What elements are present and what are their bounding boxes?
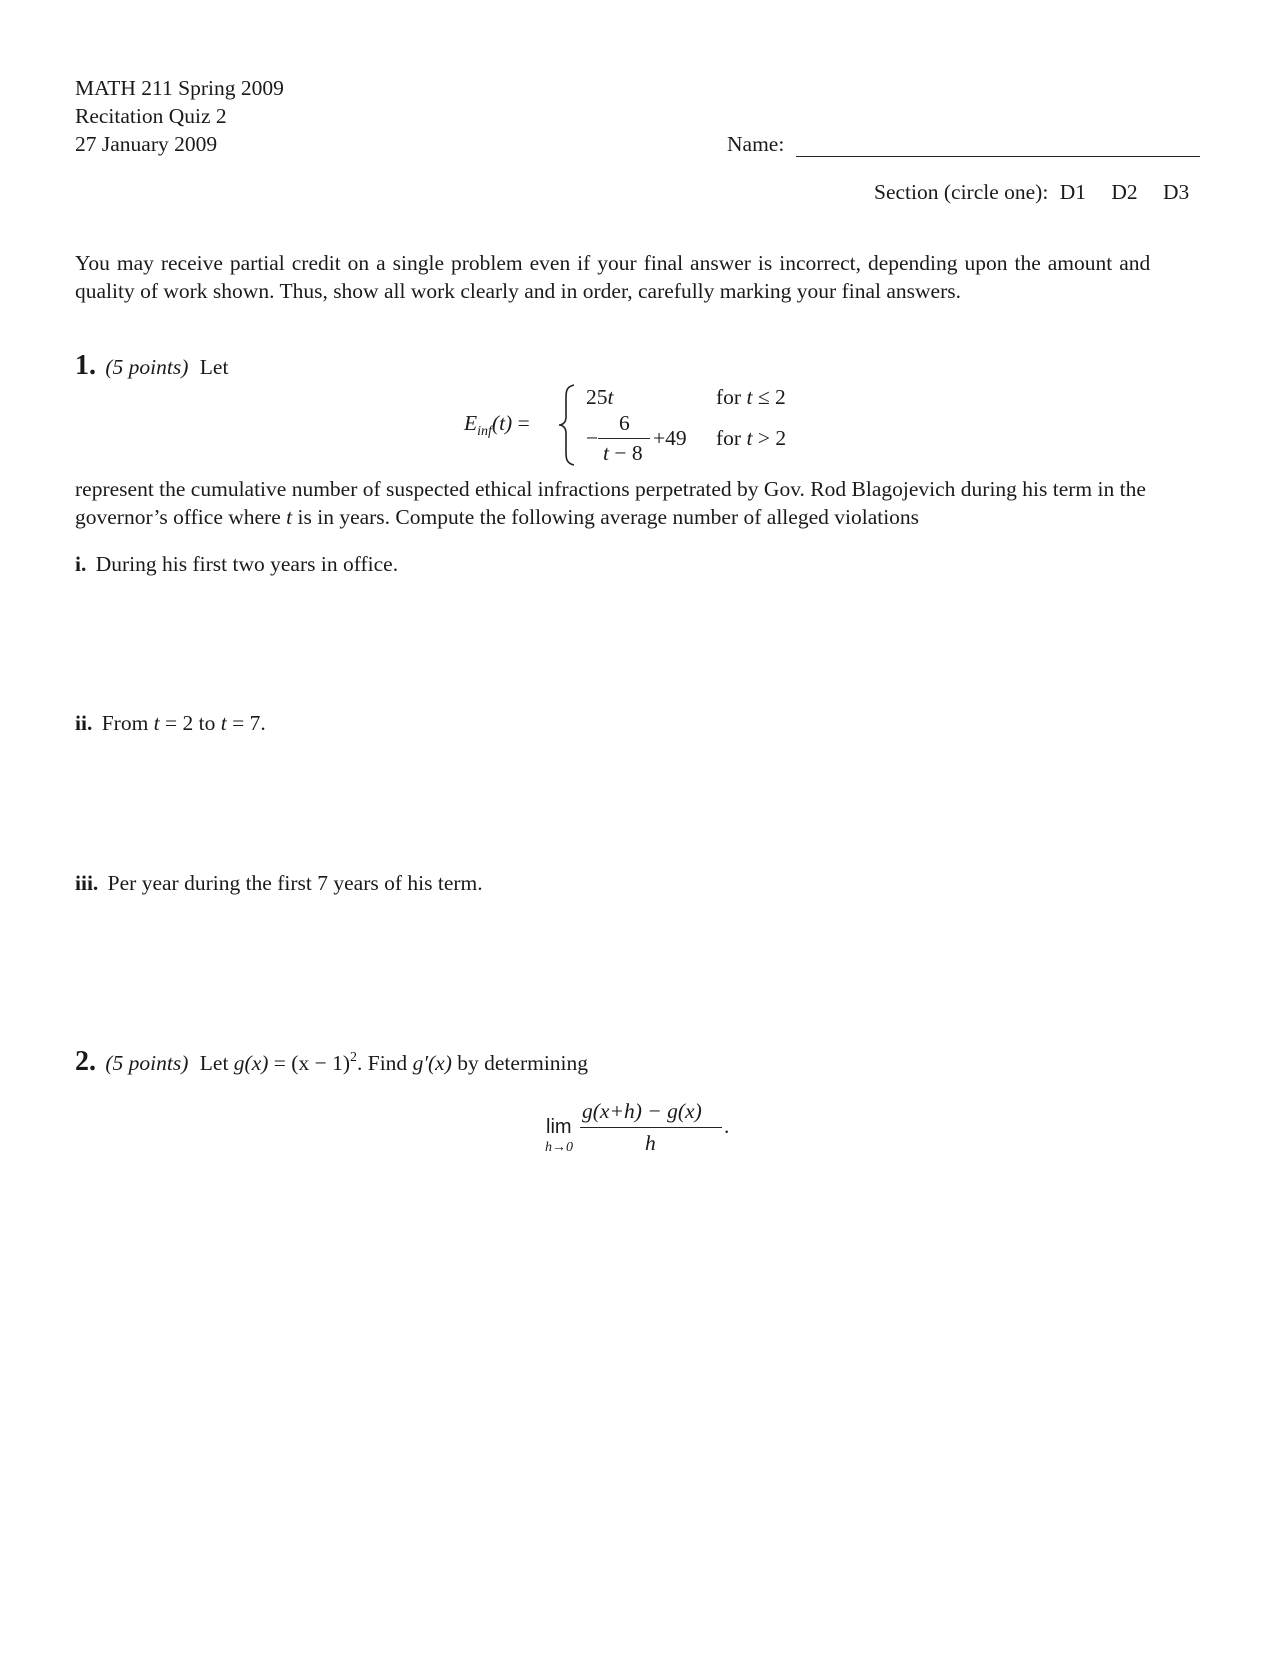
part-ii-text: From t = 2 to t = 7. [101, 711, 266, 735]
case-2-condition: for t > 2 [716, 426, 787, 450]
problem-2-statement: $g(x) = (x - 1)^2$. Find g′(x) by determining [233, 1050, 589, 1075]
section-option-d1[interactable]: D1 [1059, 180, 1086, 204]
quiz-title: Recitation Quiz 2 [75, 104, 227, 128]
problem-1-text-line-1: represent the cumulative number of suspected ethical infractions perpetrated by Gov. Rod Blagojevich during his term in the [75, 477, 1146, 501]
func-arg: (t) [491, 411, 513, 435]
case-2-numerator: 6 [619, 411, 630, 435]
limit-word: lim [546, 1116, 572, 1138]
section-option-d2[interactable]: D2 [1111, 180, 1138, 204]
section-option-d3[interactable]: D3 [1163, 180, 1190, 204]
part-i [75, 552, 398, 577]
part-iii-label: iii. [75, 871, 99, 895]
piecewise-lhs [464, 411, 530, 440]
func-name: E [464, 411, 478, 435]
limit-numerator: g(x+h) − g(x) [582, 1099, 702, 1123]
name-label: Name: [727, 132, 785, 156]
problem-1-points: (5 points) [105, 355, 189, 379]
case-2-minus: − [586, 426, 599, 450]
instructions-line-2: quality of work shown. Thus, show all work clearly and in order, carefully marking your final answers. [75, 279, 961, 303]
case-1-condition: for t ≤ 2 [716, 385, 786, 409]
func-equals: = [517, 411, 530, 435]
limit-fraction-bar [580, 1127, 722, 1128]
problem-1-text-line-2: governor’s office where t is in years. Compute the following average number of alleged violations [75, 505, 920, 529]
case-2-tail: +49 [653, 426, 687, 450]
name-blank-line[interactable] [796, 156, 1200, 157]
problem-1-lead: Let [199, 355, 229, 379]
func-subscript: inf [477, 424, 492, 439]
quiz-date: 27 January 2009 [75, 132, 218, 156]
problem-2-number: 2. [75, 1046, 96, 1077]
problem-2-lead: Let [199, 1051, 229, 1075]
part-ii [75, 711, 266, 736]
problem-1-number: 1. [75, 350, 96, 381]
part-iii-text: Per year during the first 7 years of his term. [107, 871, 483, 895]
limit-subscript: h→0 [545, 1140, 573, 1155]
part-i-label: i. [75, 552, 87, 576]
limit-period: . [724, 1114, 730, 1138]
instructions-line-1: You may receive partial credit on a single problem even if your final answer is incorrect, depending upon the amount and [75, 251, 1151, 275]
course-title: MATH 211 Spring 2009 [75, 76, 284, 100]
left-brace-icon [556, 383, 578, 467]
case-2-fraction-bar [598, 438, 650, 439]
section-label: Section (circle one): [874, 180, 1049, 204]
case-2-denominator: t − 8 [603, 441, 643, 465]
problem-2-heading [75, 1046, 588, 1078]
case-1-expression: 25t [586, 385, 614, 409]
part-i-text: During his first two years in office. [95, 552, 399, 576]
problem-2-points: (5 points) [105, 1051, 189, 1075]
problem-1-heading [75, 350, 228, 382]
part-iii [75, 871, 483, 896]
limit-denominator: h [645, 1131, 656, 1155]
part-ii-label: ii. [75, 711, 93, 735]
section-selector [874, 180, 1189, 205]
